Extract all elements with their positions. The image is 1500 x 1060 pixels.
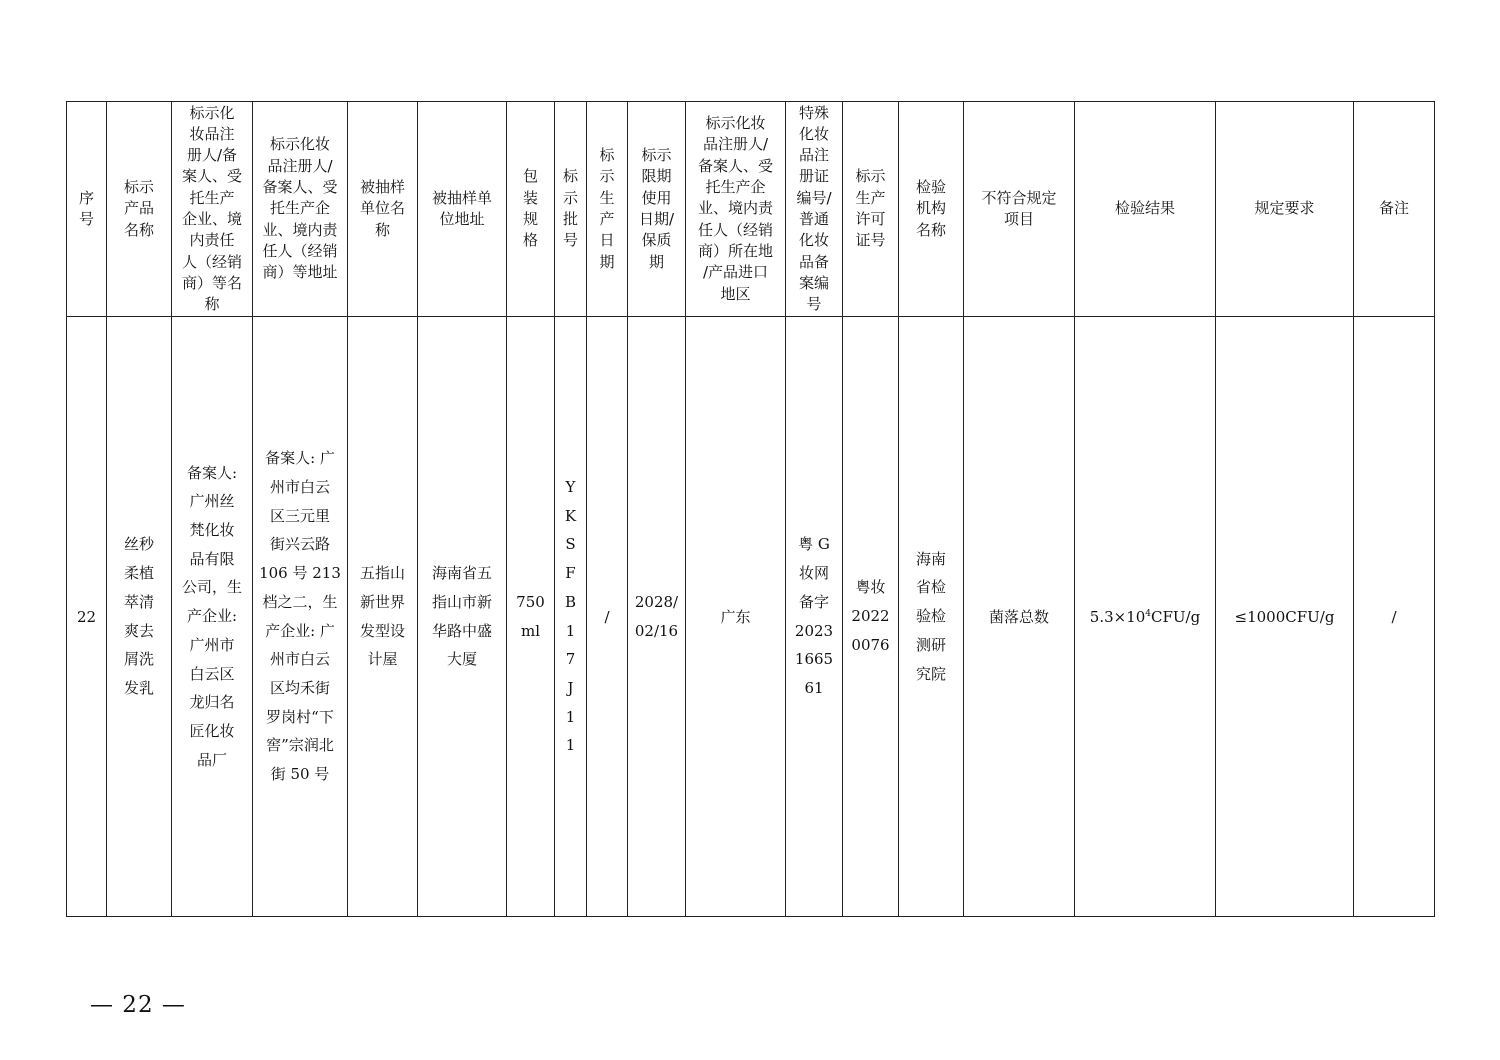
cell-institution: 海南 省检 验检 测研 究院 — [899, 317, 964, 917]
header-sampled-unit: 被抽样 单位名 称 — [348, 102, 418, 317]
header-expiry: 标示 限期 使用 日期/ 保质 期 — [628, 102, 686, 317]
cell-sampled-unit: 五指山 新世界 发型设 计屋 — [348, 317, 418, 917]
cell-requirement: ≤1000CFU/g — [1216, 317, 1354, 917]
header-remark: 备注 — [1354, 102, 1435, 317]
header-result: 检验结果 — [1075, 102, 1216, 317]
header-batch: 标 示 批 号 — [555, 102, 587, 317]
header-product-name: 标示 产品 名称 — [107, 102, 172, 317]
header-seq: 序 号 — [67, 102, 107, 317]
cell-result — [1075, 317, 1216, 917]
result-prefix: 5.3×10 — [1089, 607, 1146, 626]
cell-registrant-name: 备案人: 广州丝 梵化妆 品有限 公司，生 产企业: 广州市 白云区 龙归名 匠化妆 品厂 — [172, 317, 253, 917]
result-unit: CFU/g — [1151, 607, 1201, 626]
header-registrant-address: 标示化妆 品注册人/ 备案人、受 托生产企 业、境内责 任人（经销 商）等地址 — [253, 102, 348, 317]
header-production-date: 标 示 生 产 日 期 — [587, 102, 628, 317]
header-region: 标示化妆 品注册人/ 备案人、受 托生产企 业、境内责 任人（经销 商）所在地 /产品进口 地区 — [686, 102, 786, 317]
cell-package: 750 ml — [507, 317, 555, 917]
header-row — [67, 102, 1435, 317]
header-package: 包 装 规 格 — [507, 102, 555, 317]
page-number: — 22 — — [90, 992, 186, 1018]
cell-remark: / — [1354, 317, 1435, 917]
cell-seq: 22 — [67, 317, 107, 917]
header-noncompliant-item: 不符合规定 项目 — [964, 102, 1075, 317]
cell-batch: Y K S F B 1 7 J 1 1 — [555, 317, 587, 917]
cell-region: 广东 — [686, 317, 786, 917]
cell-production-date: / — [587, 317, 628, 917]
header-institution: 检验 机构 名称 — [899, 102, 964, 317]
inspection-table — [66, 101, 1435, 917]
header-registrant-name: 标示化 妆品注 册人/备 案人、受 托生产 企业、境 内责任 人（经销 商）等名 称 — [172, 102, 253, 317]
header-record-number: 特殊 化妆 品注 册证 编号/ 普通 化妆 品备 案编 号 — [786, 102, 843, 317]
result-exponent: 4 — [1145, 608, 1152, 619]
header-license: 标示 生产 许可 证号 — [843, 102, 899, 317]
cell-registrant-address: 备案人: 广 州市白云 区三元里 街兴云路 106 号 213 档之二，生 产企业: 广 州市白云 区均禾街 罗岗村“下 窖”宗润北 街 50 号 — [253, 317, 348, 917]
cell-noncompliant-item: 菌落总数 — [964, 317, 1075, 917]
table-row — [67, 317, 1435, 917]
cell-product-name: 丝秒 柔植 萃清 爽去 屑洗 发乳 — [107, 317, 172, 917]
cell-license: 粤妆 2022 0076 — [843, 317, 899, 917]
header-requirement: 规定要求 — [1216, 102, 1354, 317]
cell-expiry: 2028/ 02/16 — [628, 317, 686, 917]
cell-sampled-address: 海南省五 指山市新 华路中盛 大厦 — [418, 317, 507, 917]
cell-record-number: 粤 G 妆网 备字 2023 1665 61 — [786, 317, 843, 917]
header-sampled-address: 被抽样单 位地址 — [418, 102, 507, 317]
